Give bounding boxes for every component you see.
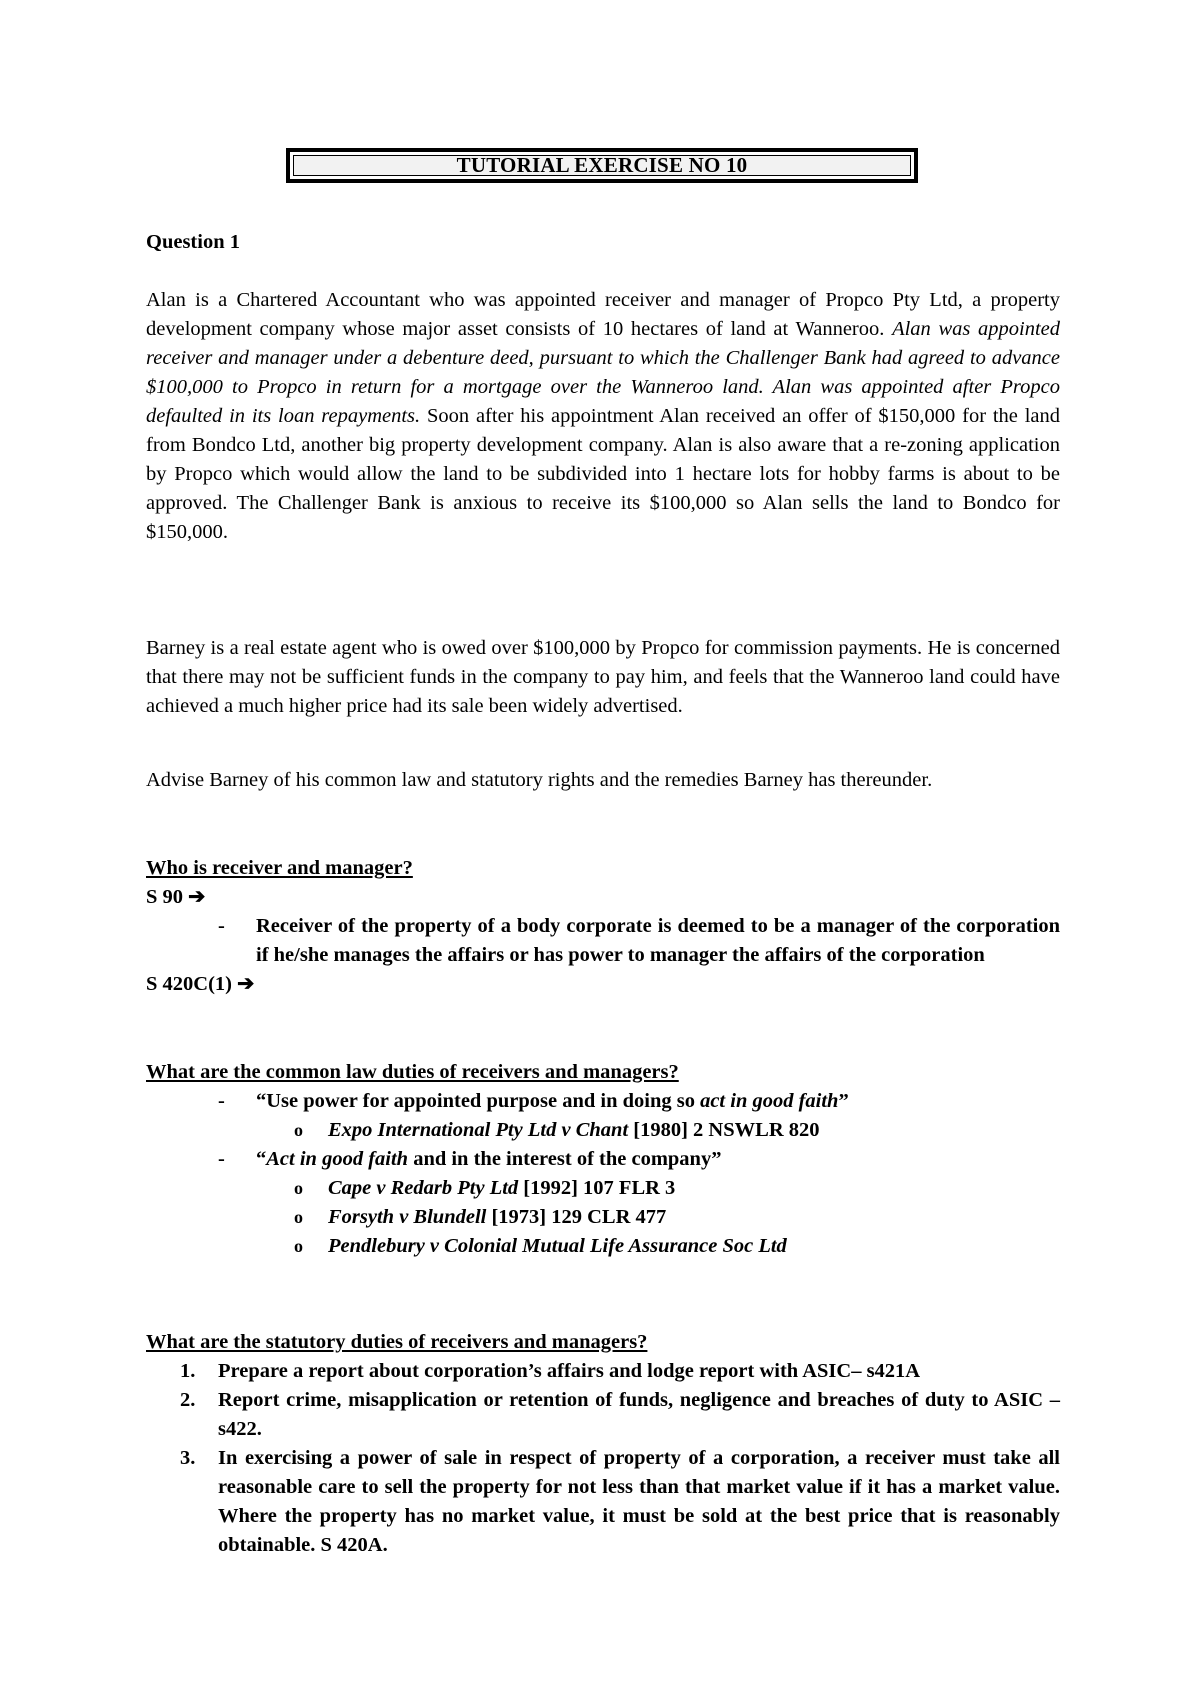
list-item: - “Act in good faith and in the interest of the company” [146, 1145, 1060, 1174]
list-item: - “Use power for appointed purpose and in doing so act in good faith” [146, 1087, 1060, 1116]
section-heading-receiver: Who is receiver and manager? [146, 857, 413, 879]
section-receiver [146, 854, 1060, 999]
advise-paragraph: Advise Barney of his common law and statutory rights and the remedies Barney has thereunder. [146, 769, 933, 791]
dash-marker: - [218, 1090, 225, 1112]
list-item: 1. Prepare a report about corporation’s affairs and lodge report with ASIC– s421A [146, 1357, 1060, 1386]
scenario-text-1: Alan is a Chartered Accountant who was appointed receiver and manager of Propco Pty Ltd, a property development company whose major asset consists of 10 hectares of land at Wanneroo. [146, 289, 1060, 340]
s420c-label: S 420C(1) ➔ [146, 973, 255, 995]
section-heading-common-law: What are the common law duties of receivers and managers? [146, 1061, 679, 1083]
section-common-law [146, 1058, 1060, 1261]
title-box [286, 148, 918, 183]
section-statutory [146, 1328, 1060, 1560]
scenario-text-italic: Alan was appointed receiver and manager under a debenture deed, pursuant to which the Challenger Bank had agreed to advance $100,000 to Propco in return for a mortgage over the Wanneroo land. Alan was appointed after Propco defaulted in its loan repayments. [146, 318, 1061, 427]
circle-bullet-icon: o [294, 1178, 303, 1198]
list-item: - Receiver of the property of a body corporate is deemed to be a manager of the corporation if he/she manages the affairs or has power to manager the affairs of the corporation [146, 912, 1060, 970]
scenario-paragraph [146, 286, 1060, 547]
circle-bullet-icon: o [294, 1236, 303, 1256]
section-heading-statutory: What are the statutory duties of receivers and managers? [146, 1331, 648, 1353]
question-heading: Question 1 [146, 231, 240, 253]
scenario-text-3: Soon after his appointment Alan received an offer of $150,000 for the land from Bondco Ltd, another big property development company. Alan is also aware that a re-zoning application by Propco which would allow the land to be subdivided into 1 hectare lots for hobby farms is about to be approved. The Challenger Bank is anxious to receive its $100,000 so Alan sells the land to Bondco for $150,000. [146, 405, 1060, 543]
page-title: TUTORIAL EXERCISE NO 10 [293, 155, 911, 176]
circle-bullet-icon: o [294, 1207, 303, 1227]
list-item: 2. Report crime, misapplication or retention of funds, negligence and breaches of duty to ASIC – s422. [146, 1386, 1060, 1444]
case-item: o Forsyth v Blundell [1973] 129 CLR 477 [146, 1203, 1060, 1232]
list-number: 2. [180, 1389, 196, 1411]
circle-bullet-icon: o [294, 1120, 303, 1140]
list-item: 3. In exercising a power of sale in respect of property of a corporation, a receiver must take all reasonable care to sell the property for not less than that market value if it has a market value. Where the property has no market value, it must be sold at the best price that is reasonably obtainable. S 420A. [146, 1444, 1060, 1560]
case-item: o Expo International Pty Ltd v Chant [1980] 2 NSWLR 820 [146, 1116, 1060, 1145]
list-number: 3. [180, 1447, 196, 1469]
s90-label: S 90 ➔ [146, 886, 206, 908]
barney-paragraph: Barney is a real estate agent who is owed over $100,000 by Propco for commission payments. He is concerned that there may not be sufficient funds in the company to pay him, and feels that the Wanneroo land could have achieved a much higher price had its sale been widely advertised. [146, 637, 1060, 717]
list-number: 1. [180, 1360, 196, 1382]
case-item: o Pendlebury v Colonial Mutual Life Assurance Soc Ltd [146, 1232, 1060, 1261]
dash-marker: - [218, 1148, 225, 1170]
dash-marker: - [218, 915, 225, 937]
case-item: o Cape v Redarb Pty Ltd [1992] 107 FLR 3 [146, 1174, 1060, 1203]
